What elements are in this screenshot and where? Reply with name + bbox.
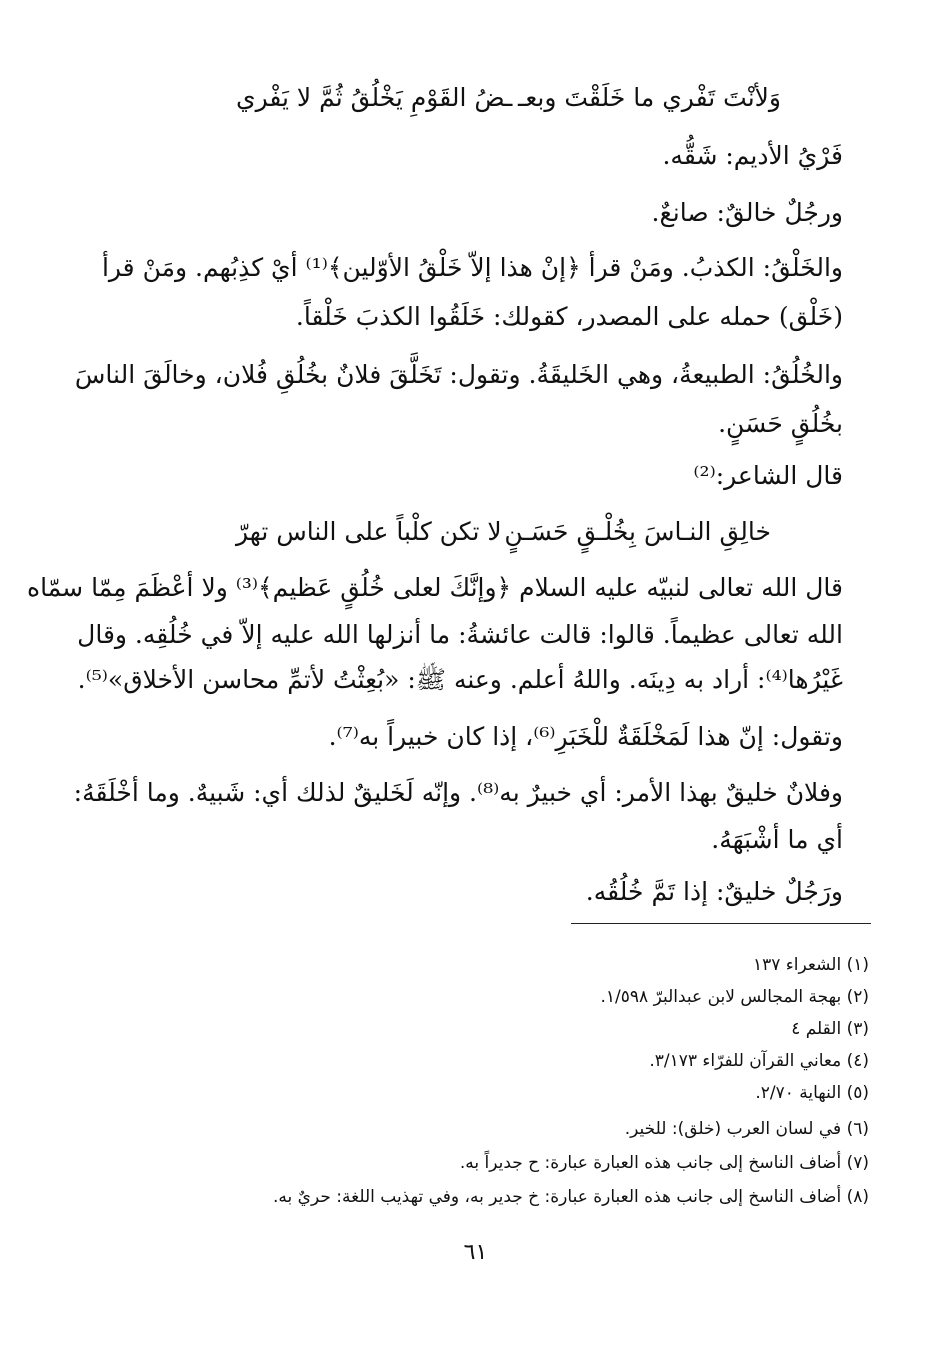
text-line: والخُلُقُ: الطبيعةُ، وهي الخَليقَةُ. وتقول: تَخَلَّقَ فلانٌ بخُلُقِ فُلان، وخالَقَ الناسَ bbox=[74, 360, 843, 389]
text-line: بخُلُقٍ حَسَنٍ. bbox=[718, 409, 843, 438]
text-line: أي ما أشْبَهَهُ. bbox=[711, 825, 843, 854]
text-line: وتقول: إنّ هذا لَمَخْلَقَةٌ للْخَبَرِ⁽⁶⁾، إذا كان خبيراً به⁽⁷⁾. bbox=[328, 722, 843, 751]
verse2-left-hemistich: لا تكن كلْباً على الناس تهرّ bbox=[236, 517, 502, 546]
text-line: وفلانٌ خليقٌ بهذا الأمر: أي خبيرٌ به⁽⁸⁾. وإنّه لَخَليقٌ لذلك أي: شَبيهٌ. وما أخْلَقَهُ: bbox=[73, 778, 843, 807]
footnote: (٢) بهجة المجالس لابن عبدالبرّ ١/٥٩٨. bbox=[600, 987, 869, 1007]
text-line: ورَجُلٌ خليقٌ: إذا تَمَّ خُلُقُه. bbox=[585, 877, 843, 906]
verse1-right-hemistich: وَلأنْتَ تَفْري ما خَلَقْتَ وبعـ bbox=[518, 83, 781, 112]
verse1-left-hemistich: ـضُ القَوْمِ يَخْلُقُ ثُمَّ لا يَفْري bbox=[236, 83, 513, 112]
text-line: (خَلْق) حمله على المصدر، كقولك: خَلَقُوا الكذبَ خَلْقاً. bbox=[295, 302, 843, 331]
footnote-separator bbox=[571, 923, 871, 924]
text-line: فَرْيُ الأديم: شَقُّه. bbox=[662, 141, 843, 170]
page-number: ٦١ bbox=[463, 1240, 488, 1265]
text-line: ورجُلٌ خالقٌ: صانعٌ. bbox=[651, 198, 843, 227]
footnote: (٧) أضاف الناسخ إلى جانب هذه العبارة عبارة: ح جديراً به. bbox=[459, 1153, 869, 1173]
footnote: (٣) القلم ٤ bbox=[791, 1019, 869, 1039]
text-line: قال الشاعر:⁽²⁾ bbox=[693, 461, 843, 490]
verse2-right-hemistich: خالِقِ النـاسَ بِخُلْـقٍ حَسَـنٍ bbox=[504, 517, 771, 546]
footnote: (٥) النهاية ٢/٧٠. bbox=[755, 1083, 869, 1103]
text-line: غَيْرُها⁽⁴⁾: أراد به دِينَه. واللهُ أعلم. وعنه ﷺ: «بُعِثْتُ لأتمِّ محاسن الأخلاق»⁽⁵⁾. bbox=[77, 665, 843, 694]
footnote: (١) الشعراء ١٣٧ bbox=[753, 955, 869, 975]
text-line: قال الله تعالى لنبيّه عليه السلام ﴿وإنَّكَ لعلى خُلُقٍ عَظيم﴾⁽³⁾ ولا أعْظَمَ مِمّا سمّاه bbox=[27, 573, 843, 602]
footnote: (٦) في لسان العرب (خلق): للخير. bbox=[624, 1119, 869, 1139]
footnote: (٤) معاني القرآن للفرّاء ٣/١٧٣. bbox=[649, 1051, 869, 1071]
text-line: الله تعالى عظيماً. قالوا: قالت عائشةُ: ما أنزلها الله عليه إلاّ في خُلُقِه. وقال bbox=[77, 620, 843, 649]
footnote: (٨) أضاف الناسخ إلى جانب هذه العبارة عبارة: خ جدير به، وفي تهذيب اللغة: حريٌ به. bbox=[273, 1187, 869, 1207]
text-line: والخَلْقُ: الكذبُ. ومَنْ قرأ ﴿إنْ هذا إلاّ خَلْقُ الأوّلين﴾⁽¹⁾ أيْ كذِبُهم. ومَنْ قرأ bbox=[101, 253, 843, 282]
